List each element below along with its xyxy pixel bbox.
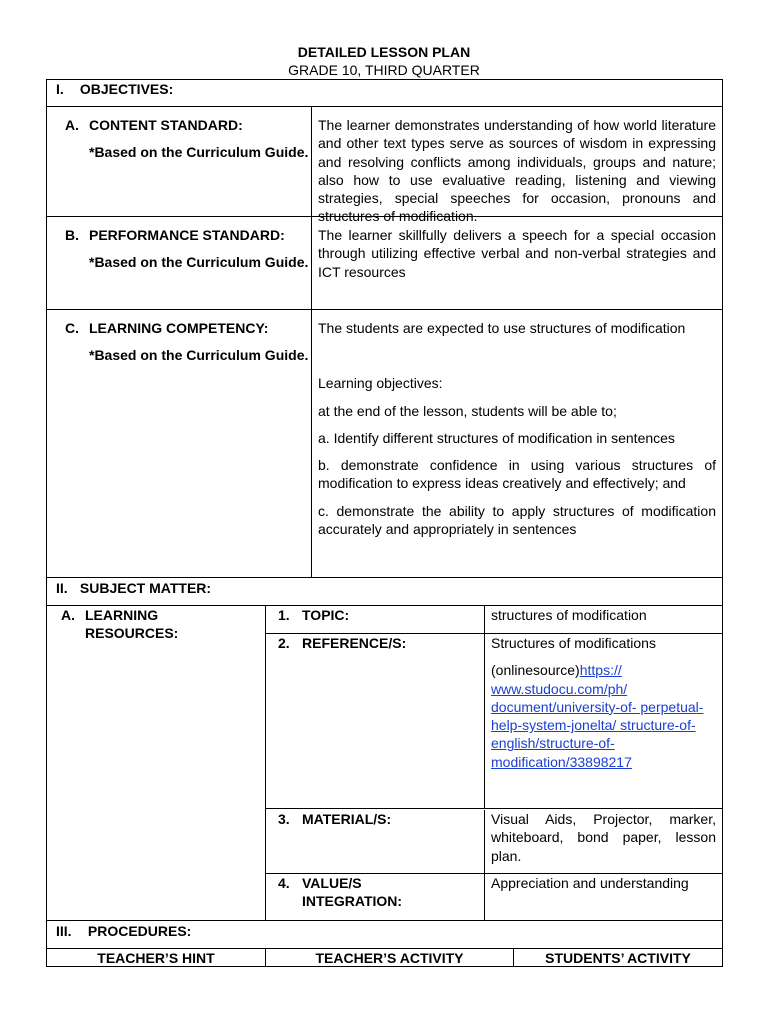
content-standard-text-cell	[312, 107, 722, 225]
reference-number: 2.	[278, 635, 290, 651]
learning-objective-item: c. demonstrate the ability to apply structures of modification accurately and appropriately in sentences	[318, 502, 716, 538]
values-integration-number: 4.	[278, 875, 290, 891]
performance-standard-label: PERFORMANCE STANDARD:	[89, 227, 285, 243]
subject-matter-number: II.	[56, 580, 68, 596]
reference-value-cell	[485, 634, 722, 808]
procedures-columns-row	[46, 948, 723, 967]
learning-competency-label-cell	[47, 310, 312, 577]
learning-competency-text-cell	[312, 310, 722, 577]
topic-value: structures of modification	[491, 607, 647, 623]
learning-objectives-intro: at the end of the lesson, students will be able to;	[318, 402, 617, 419]
materials-number: 3.	[278, 811, 290, 827]
materials-label: MATERIAL/S:	[302, 811, 392, 827]
content-standard-label: CONTENT STANDARD:	[89, 117, 243, 133]
topic-number: 1.	[278, 607, 290, 623]
values-integration-row	[266, 874, 722, 920]
topic-row	[266, 606, 722, 634]
learning-competency-guide: *Based on the Curriculum Guide.	[89, 347, 309, 364]
learning-resources-row	[46, 605, 723, 920]
content-standard-row	[46, 106, 723, 225]
learning-objective-item: a. Identify different structures of modification in sentences	[318, 429, 675, 446]
procedures-heading: PROCEDURES:	[87, 923, 192, 939]
subject-matter-heading: SUBJECT MATTER:	[79, 580, 212, 596]
reference-label: REFERENCE/S:	[302, 635, 407, 651]
learning-resources-letter: A.	[61, 607, 75, 623]
performance-standard-text: The learner skillfully delivers a speech for a special occasion through utilizing effective verbal and non-verbal strategies and ICT resources	[318, 227, 716, 280]
topic-label-cell	[266, 606, 485, 633]
values-integration-value: Appreciation and understanding	[491, 875, 689, 891]
content-standard-letter: A.	[65, 117, 79, 133]
topic-label: TOPIC:	[302, 607, 350, 623]
subject-matter-heading-row	[46, 577, 723, 605]
procedures-heading-row	[46, 920, 723, 948]
learning-resources-label-cell	[47, 606, 266, 920]
performance-standard-row	[46, 216, 723, 309]
materials-label-cell	[266, 810, 485, 873]
document-title: DETAILED LESSON PLAN	[297, 44, 471, 60]
reference-title: Structures of modifications	[491, 635, 656, 651]
reference-source-prefix: (onlinesource)	[491, 662, 580, 679]
reference-source	[491, 661, 716, 771]
reference-link[interactable]: https:// www.studocu.com/ph/ document/university-of- perpetual-help-system-jonelta/ structure-of-english/structure-of- modification/33898217	[491, 662, 704, 770]
learning-resources-label: LEARNING RESOURCES:	[85, 607, 179, 642]
learning-resources-table	[266, 606, 722, 920]
performance-standard-text-cell	[312, 217, 722, 309]
reference-label-cell	[266, 634, 485, 808]
materials-row	[266, 809, 722, 874]
reference-row	[266, 634, 722, 809]
objectives-number: I.	[56, 81, 64, 97]
document-subtitle: GRADE 10, THIRD QUARTER	[288, 62, 480, 78]
learning-competency-label: LEARNING COMPETENCY:	[89, 320, 269, 336]
column-teachers-hint: TEACHER’S HINT	[47, 949, 266, 966]
content-standard-guide: *Based on the Curriculum Guide.	[89, 144, 309, 161]
procedures-number: III.	[56, 923, 72, 939]
values-integration-label-cell	[266, 874, 485, 920]
learning-objective-item: b. demonstrate confidence in using various structures of modification to express ideas creatively and effectively; and	[318, 457, 716, 492]
learning-competency-letter: C.	[65, 320, 79, 336]
content-standard-text: The learner demonstrates understanding of how world literature and other text types serve as sources of wisdom in expressing and resolving conflicts among individuals, groups and nature; also how to use evaluative reading, listening and viewing strategies, special speeches for occasion, pronouns and structures of modification.	[318, 117, 716, 225]
objectives-heading-row	[46, 79, 723, 106]
materials-value: Visual Aids, Projector, marker, whiteboard, bond paper, lesson plan.	[491, 811, 716, 864]
performance-standard-letter: B.	[65, 227, 79, 243]
lesson-plan-table	[46, 79, 723, 967]
column-students-activity: STUDENTS’ ACTIVITY	[545, 950, 691, 966]
performance-standard-label-cell	[47, 217, 312, 309]
objectives-heading: OBJECTIVES:	[79, 81, 174, 97]
column-teachers-activity: TEACHER’S ACTIVITY	[266, 949, 514, 966]
performance-standard-guide: *Based on the Curriculum Guide.	[89, 254, 309, 271]
values-integration-label: VALUE/S INTEGRATION:	[302, 875, 403, 910]
learning-competency-row	[46, 309, 723, 577]
learning-objectives-heading: Learning objectives:	[318, 375, 443, 392]
learning-competency-text: The students are expected to use structures of modification	[318, 320, 686, 336]
content-standard-label-cell	[47, 107, 312, 216]
